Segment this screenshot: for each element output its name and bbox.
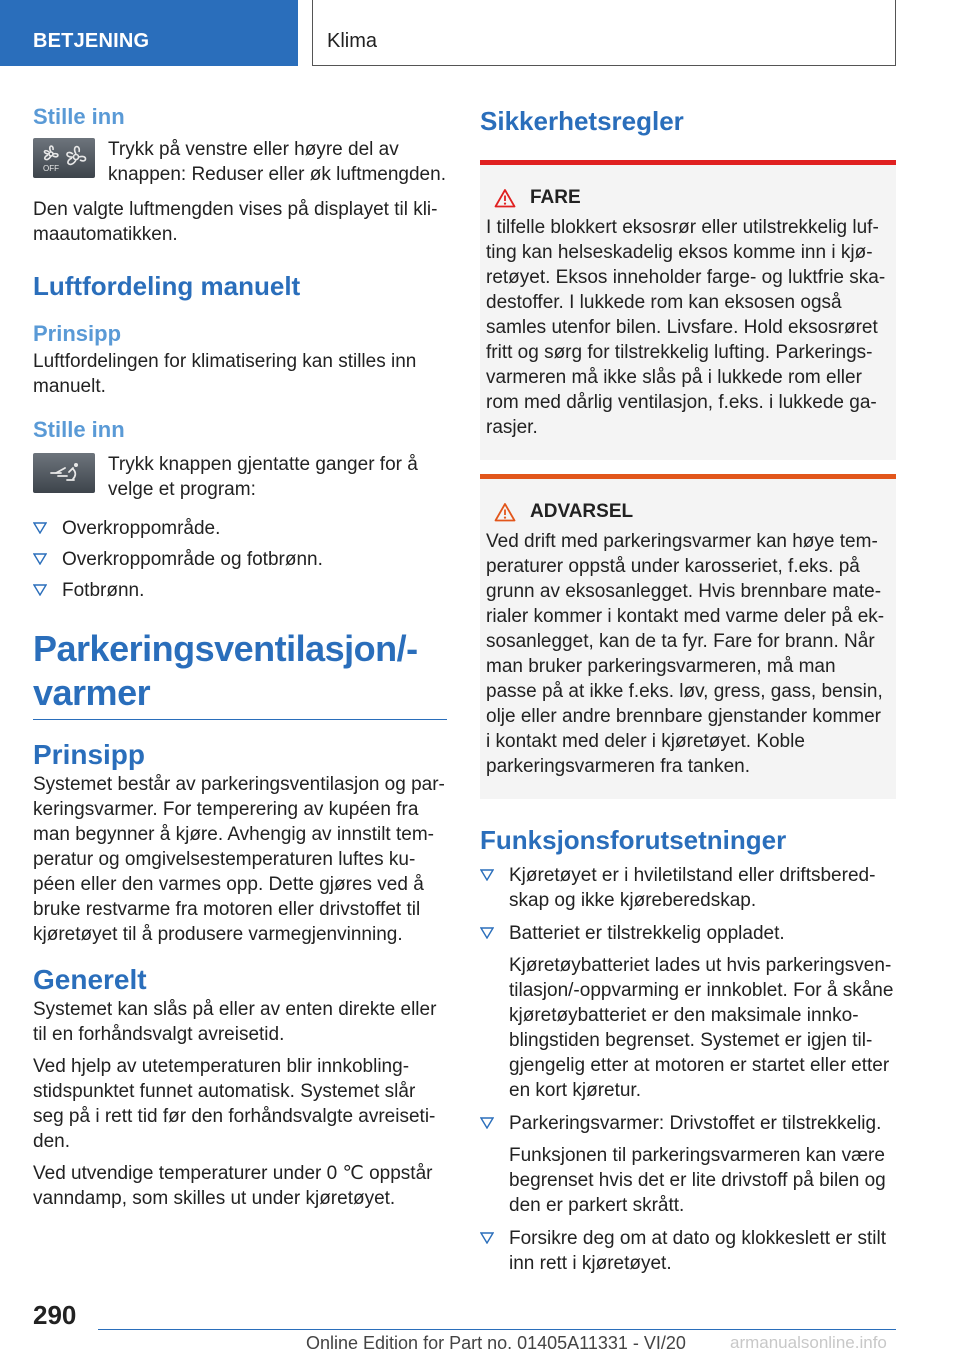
list-item: Overkroppområde.: [33, 516, 447, 541]
topic-label: Klima: [312, 0, 896, 66]
danger-title: FARE: [486, 187, 888, 209]
triangle-bullet-icon: [480, 1117, 494, 1129]
list-item: Forsikre deg om at dato og klokkeslett er stilt inn rett i kjøretøyet.: [480, 1226, 896, 1276]
edition-text: Online Edition for Part no. 01405A11331 - VI/20: [306, 1333, 686, 1353]
principle-heading: Prinsipp: [33, 321, 122, 346]
triangle-bullet-icon: [33, 553, 47, 565]
section-label: BETJENING: [0, 0, 298, 66]
general-text-1: Systemet kan slås på eller av enten direkte eller til en forhåndsvalgt avreisetid.: [33, 999, 437, 1045]
svg-text:OFF: OFF: [43, 164, 59, 173]
airflow-display-text: Den valgte luftmengden vises på displayet til klimaautomatikken.: [33, 199, 438, 245]
danger-box: [480, 160, 896, 460]
left-column: [33, 100, 447, 1211]
triangle-bullet-icon: [480, 1232, 494, 1244]
watermark-text: armanualsonline.info: [730, 1333, 887, 1352]
danger-text: I tilfelle blokkert eksosrør eller utilstrekkelig lufting kan helseskadelig eksos komme inn i kjøretøyet. Eksos inneholder farge- og luktfrie skadestoffer. I lukkede rom kan eksosen også samles utenfor bilen. Livsfare. Hold eksosrøret fritt og sørg for tilstrekkelig lufting. Parkeringsvarmeren må ikke slås på i lukkede rom eller rom med dårlig ventilasjon, f.eks. i lukkede garasjer.: [486, 217, 886, 438]
triangle-bullet-icon: [480, 927, 494, 939]
triangle-bullet-icon: [480, 869, 494, 881]
parking-heating-heading: Parkeringsventilasjon/- varmer: [33, 627, 447, 720]
fan-instruction-text: Trykk på venstre eller høyre del av knappen: Reduser eller øk luftmengden.: [108, 139, 446, 185]
warning-triangle-icon: [494, 188, 516, 208]
general-text-3: Ved utvendige temperaturer under 0 ℃ oppstår vanndamp, som skilles ut under kjøretøyet.: [33, 1163, 433, 1209]
right-column: [480, 100, 896, 1276]
warning-triangle-icon: [494, 502, 516, 522]
principle-text: Luftfordelingen for klimatisering kan stilles inn manuelt.: [33, 351, 417, 397]
air-distribution-button-icon: [33, 453, 95, 493]
triangle-bullet-icon: [33, 584, 47, 596]
warning-title: ADVARSEL: [486, 501, 888, 523]
list-item: Parkeringsvarmer: Drivstoffet er tilstrekkelig. Funksjonen til parkeringsvarmeren kan være begrenset hvis det er lite drivstoff på bilen og den er parkert skrått.: [480, 1111, 896, 1218]
distribution-instruction-text: Trykk knappen gjentatte ganger for å velge et program:: [108, 454, 418, 500]
program-list: [33, 516, 447, 603]
requirements-list: [480, 863, 896, 1276]
list-item: Fotbrønn.: [33, 578, 447, 603]
parking-principle-heading: Prinsipp: [33, 739, 146, 770]
set-heading-1: Stille inn: [33, 104, 125, 129]
fan-instruction: [33, 134, 447, 187]
fan-button-icon: [33, 138, 95, 178]
manual-distribution-heading: Luftfordeling manuelt: [33, 271, 301, 301]
list-item: Kjøretøyet er i hviletilstand eller driftsberedskap og ikke kjøreberedskap.: [480, 863, 896, 913]
footer-divider: [98, 1329, 896, 1330]
triangle-bullet-icon: [33, 522, 47, 534]
parking-principle-text: Systemet består av parkeringsventilasjon og parkeringsvarmer. For temperering av kupéen fra man begynner å kjøre. Avhengig av innstilt temperatur og omgivelsestemperaturen luftes kupéen eller den varmes opp. Dette gjøres ved å bruke restvarme fra motoren eller drivstoffet til kjøretøyet til å produsere varmegjenvinning.: [33, 774, 445, 945]
warning-text: Ved drift med parkeringsvarmer kan høye temperaturer oppstå under karosseriet, f.eks. på grunn av eksosanlegget. Hvis brennbare materialer kommer i kontakt med varme deler på eksosanlegget, kan de ta fyr. Fare for brann. Når man bruker parkeringsvarmeren, må man passe på at ikke f.eks. løv, gress, gass, bensin, olje eller andre brennbare gjenstander kommer i kontakt med deler i kjøretøyet. Koble parkeringsvarmeren fra tanken.: [486, 531, 885, 777]
distribution-instruction: [33, 449, 447, 502]
general-text-2: Ved hjelp av utetemperaturen blir innkoblingstidspunktet funnet automatisk. Systemet slår seg på i rett tid før den forhåndsvalgte avreisetiden.: [33, 1056, 436, 1152]
page-number: 290: [33, 1300, 77, 1330]
safety-heading: Sikkerhetsregler: [480, 106, 684, 136]
list-item: Overkroppområde og fotbrønn.: [33, 547, 447, 572]
function-requirements-heading: Funksjonsforutsetninger: [480, 825, 787, 855]
set-heading-2: Stille inn: [33, 417, 125, 442]
general-heading: Generelt: [33, 964, 147, 995]
warning-box: [480, 474, 896, 799]
page-header: [0, 0, 960, 66]
list-item: Batteriet er tilstrekkelig oppladet. Kjøretøybatteriet lades ut hvis parkeringsventilasjon/-oppvarming er innkoblet. For å skåne kjøretøybatteriet er den maksimale innkoblingstiden begrenset. Systemet er igjen tilgjengelig etter at motoren er startet eller etter en kort kjøretur.: [480, 921, 896, 1103]
